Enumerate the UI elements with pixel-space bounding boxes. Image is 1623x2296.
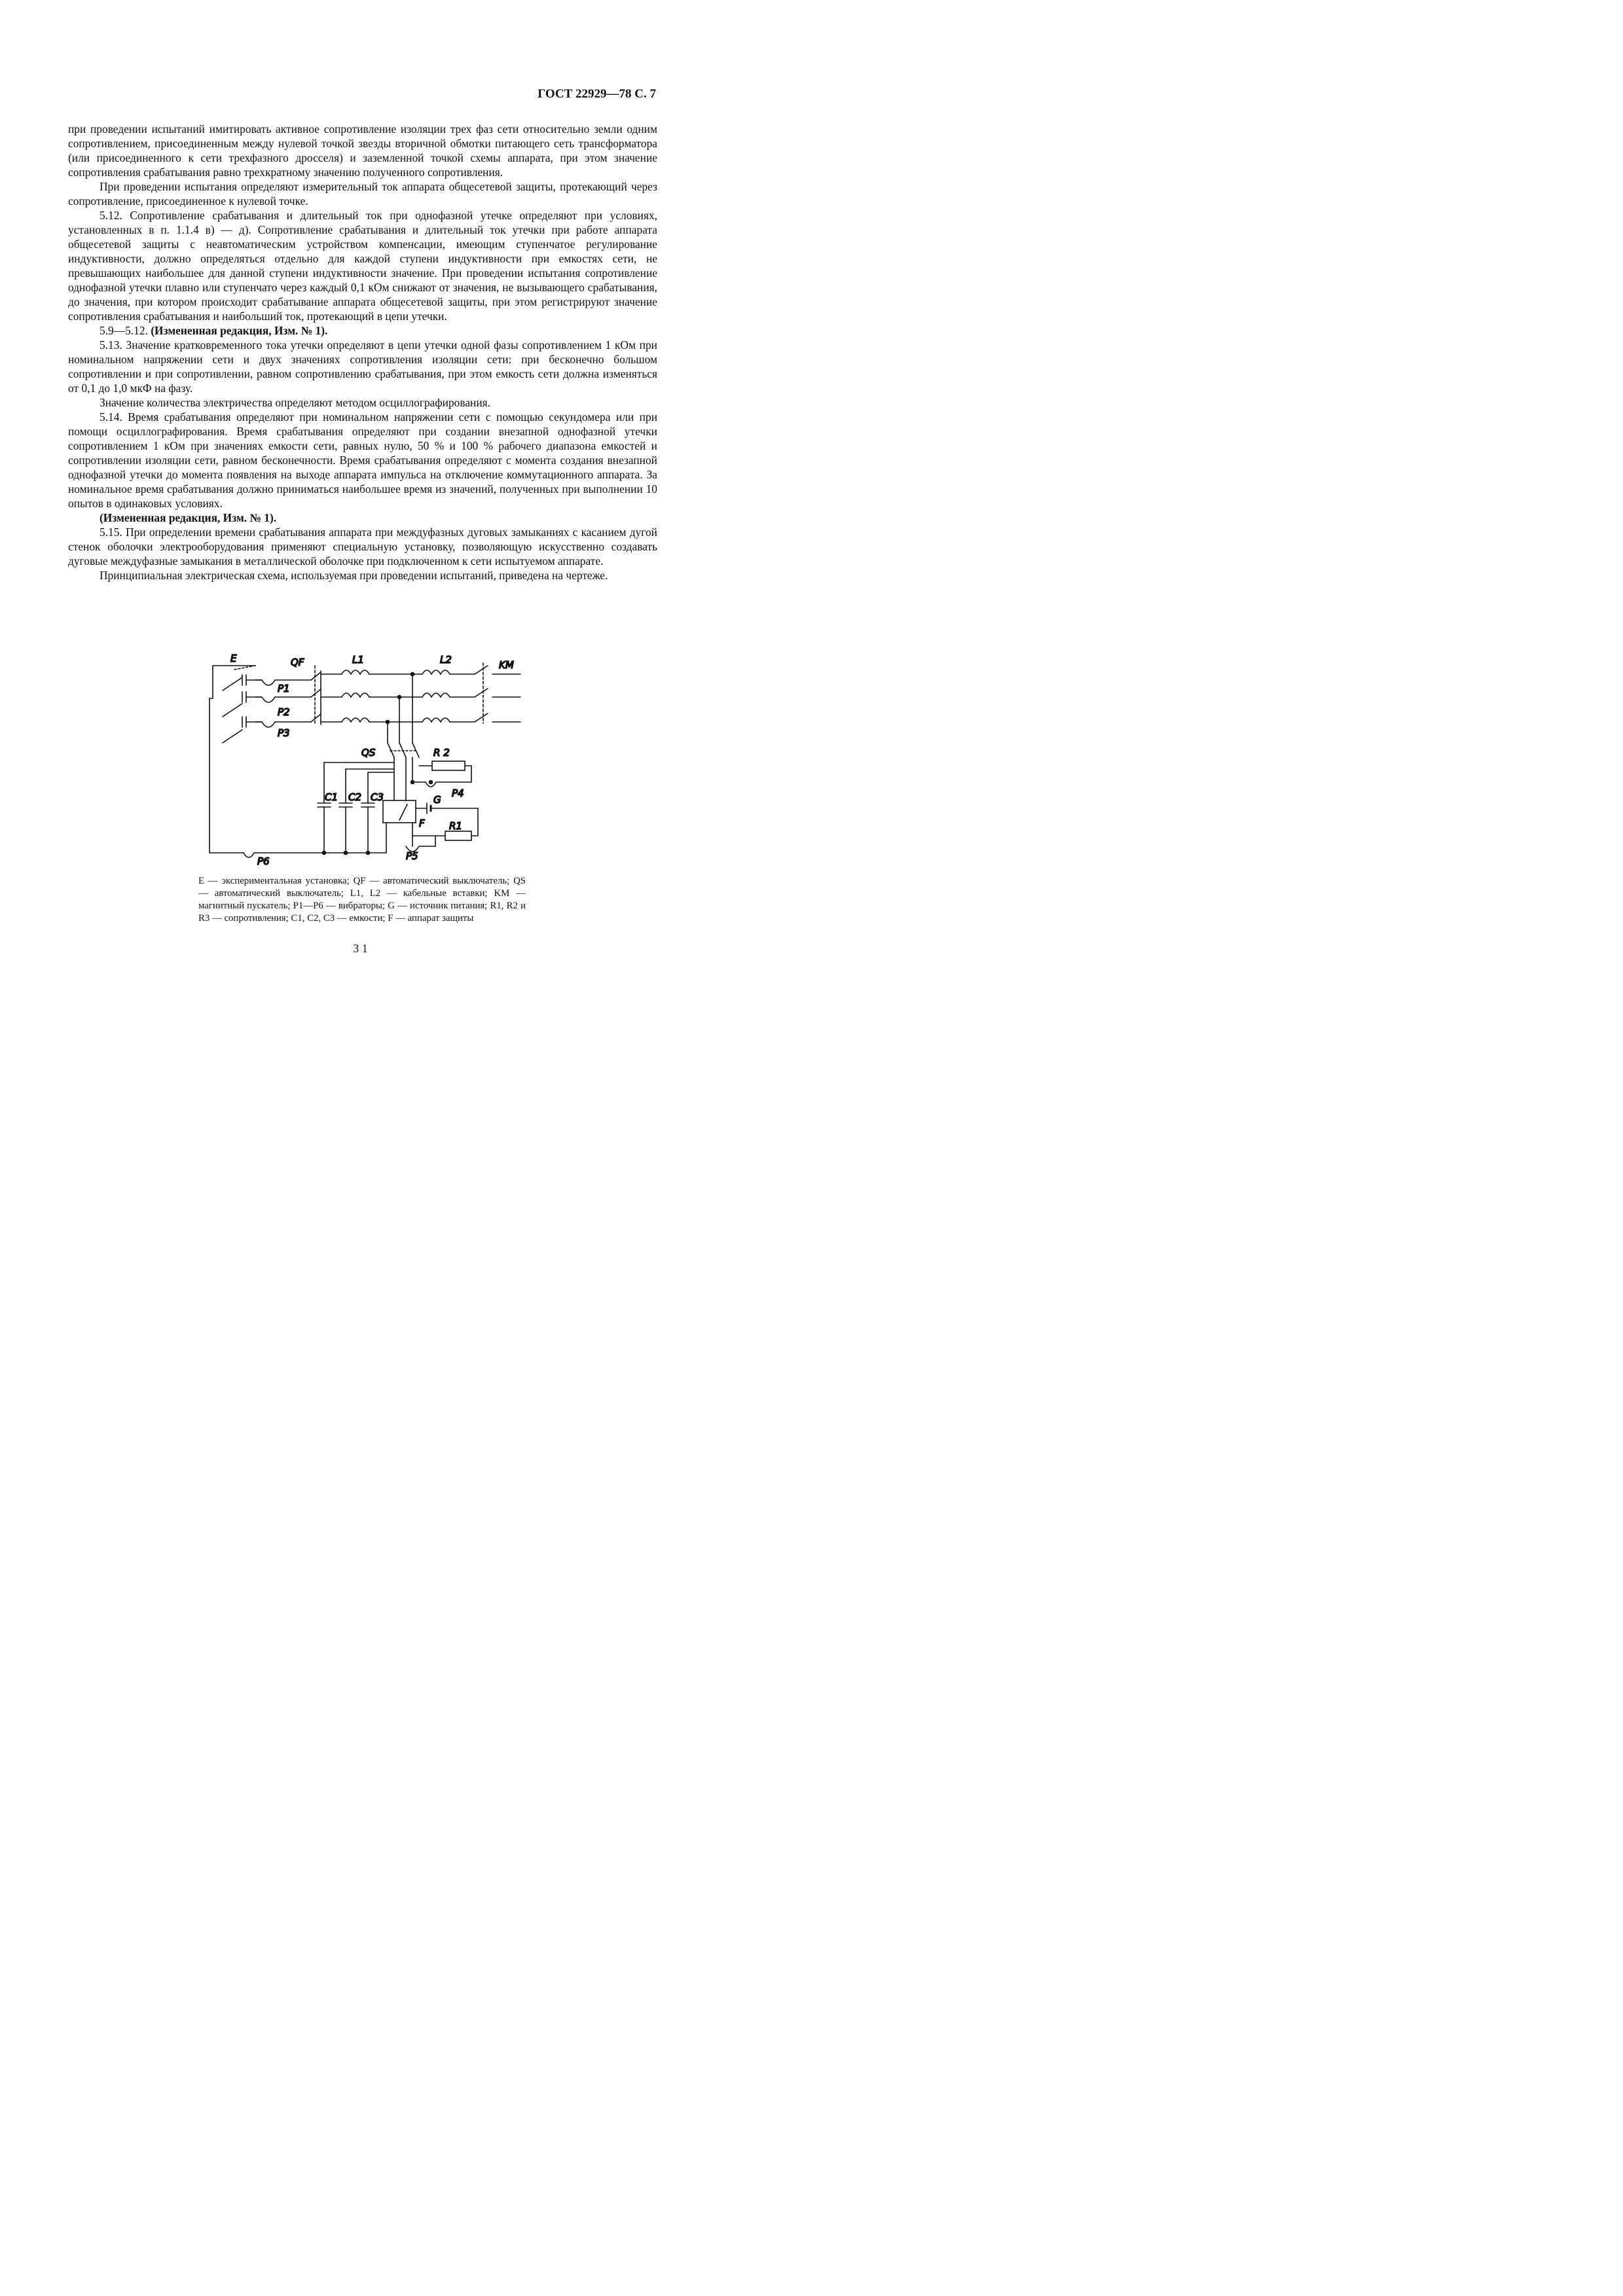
coil-l2-b [422, 693, 450, 697]
coil-l1-c [342, 718, 369, 722]
vibrator-p1 [262, 680, 275, 685]
e-dashed-link [234, 666, 255, 670]
label-qs: QS [361, 747, 376, 759]
label-p4: P4 [452, 787, 464, 799]
paragraph: 5.15. При определении времени срабатывания аппарата при междуфазных дуговых замыканиях с касанием дугой стенок оболочки электрооборудования применяют специальную установку, позволяющую искусственно создавать дуговые междуфазные замыкания в металлической оболочке при подключенном к сети испытуемом аппарате. [68, 526, 657, 567]
qf-contact-2 [311, 689, 321, 697]
amendment-prefix: 5.9—5.12. [100, 324, 151, 337]
resistor-r2 [432, 761, 465, 770]
label-l2: L2 [440, 654, 452, 666]
qf-contact-3 [311, 714, 321, 722]
coil-l2-a [422, 670, 450, 674]
label-g: G [433, 794, 441, 806]
vibrator-p3 [262, 722, 275, 727]
label-l1: L1 [352, 654, 364, 666]
qf-contact-1 [311, 672, 321, 680]
body-text [68, 122, 657, 583]
km-contact-1 [475, 666, 488, 674]
label-c2: C2 [348, 791, 362, 803]
label-p6: P6 [257, 855, 270, 867]
label-r1: R1 [449, 820, 462, 832]
label-p3: P3 [278, 727, 290, 739]
paragraph: 5.12. Сопротивление срабатывания и длительный ток при однофазной утечке определяют при условиях, установленных в п. 1.1.4 в) — д). Сопротивление срабатывания и длительный ток утечки при работе аппарата общесетевой защиты с неавтоматическим устройством компенсации, имеющим ступенчатое регулирование индуктивности, должно определяться отдельно для каждой ступени индуктивности при емкостях сети, не превышающих наибольшее для данной ступени индуктивности значение. При проведении испытания сопротивление однофазной утечки плавно или ступенчато через каждый 0,1 кОм снижают от значения, не вызывающего срабатывания, до значения, при котором происходит срабатывание аппарата общесетевой защиты, при этом регистрируют значение сопротивления срабатывания и наибольший ток, протекающий в цепи утечки. [68, 209, 657, 323]
amendment-note: (Измененная редакция, Изм. № 1). [100, 511, 277, 524]
label-c3: C3 [371, 791, 384, 803]
resistor-r1 [445, 831, 471, 840]
paragraph: Значение количества электричества определяют методом осциллографирования. [100, 396, 490, 409]
coil-l2-c [422, 718, 450, 722]
page-number: 3 1 [353, 942, 368, 955]
amendment-note [68, 323, 657, 338]
label-e: E [230, 653, 237, 664]
label-km: KM [499, 659, 514, 671]
e-switch-1 [223, 677, 242, 691]
paragraph: 5.14. Время срабатывания определяют при номинальном напряжении сети с помощью секундомера или при помощи осциллографирования. Время срабатывания определяют при создании внезапной однофазной утечки сопротивлением 1 кОм при значениях емкости сети, равных нулю, 50 % и 100 % рабочего диапазона емкостей и сопротивлении изоляции сети, равном бесконечности. Время срабатывания определяют с момента создания внезапной однофазной утечки до момента появления на выходе аппарата импульса на отключение коммутационного аппарата. За номинальное время срабатывания должно приниматься наибольшее время из значений, полученных при выполнении 10 опытов в одинаковых условиях. [68, 410, 657, 510]
vibrator-p2 [262, 697, 275, 702]
label-f: F [419, 817, 425, 829]
circuit-diagram [196, 651, 537, 870]
document-header: ГОСТ 22929—78 С. 7 [538, 87, 656, 101]
paragraph: При проведении испытания определяют измерительный ток аппарата общесетевой защиты, протекающий через сопротивление, присоединенное к нулевой точке. [68, 180, 657, 207]
paragraph: Принципиальная электрическая схема, используемая при проведении испытаний, приведена на чертеже. [100, 569, 608, 582]
label-p2: P2 [278, 706, 290, 718]
e-switch-3 [223, 730, 242, 743]
label-p5: P5 [406, 850, 418, 862]
label-qf: QF [291, 656, 304, 668]
coil-l1-b [342, 693, 369, 697]
e-switch-2 [223, 704, 242, 717]
vibrator-p6 [244, 853, 254, 857]
paragraph: при проведении испытаний имитировать активное сопротивление изоляции трех фаз сети относительно земли одним сопротивлением, присоединенным между нулевой точкой звезды вторичной обмотки питающего сеть трансформатора (или присоединенного к сети трехфазного дросселя) и заземленной точкой схемы аппарата, при этом значение сопротивления срабатывания равно трехкратному значению полученного сопротивления. [68, 122, 657, 179]
label-r2: R 2 [433, 747, 450, 759]
paragraph: 5.13. Значение кратковременного тока утечки определяют в цепи утечки одной фазы сопротивлением 1 кОм при номинальном напряжении сети и двух значениях сопротивления изоляции сети: при бесконечно большом сопротивлении и при сопротивлении, равном сопротивлению срабатывания, при этом емкость сети должна изменяться от 0,1 до 1,0 мкФ на фазу. [68, 338, 657, 395]
label-c1: C1 [325, 791, 338, 803]
figure-caption: E — экспериментальная установка; QF — автоматический выключатель; QS — автоматический выключатель; L1, L2 — кабельные вставки; KM — магнитный пускатель; P1—P6 — вибраторы; G — источник питания; R1, R2 и R3 — сопротивления; C1, C2, C3 — емкости; F — аппарат защиты [198, 876, 526, 924]
amendment-bold: (Измененная редакция, Изм. № 1). [151, 324, 328, 337]
label-p1: P1 [278, 683, 290, 694]
coil-l1-a [342, 670, 369, 674]
e-frame-wire [210, 666, 255, 853]
